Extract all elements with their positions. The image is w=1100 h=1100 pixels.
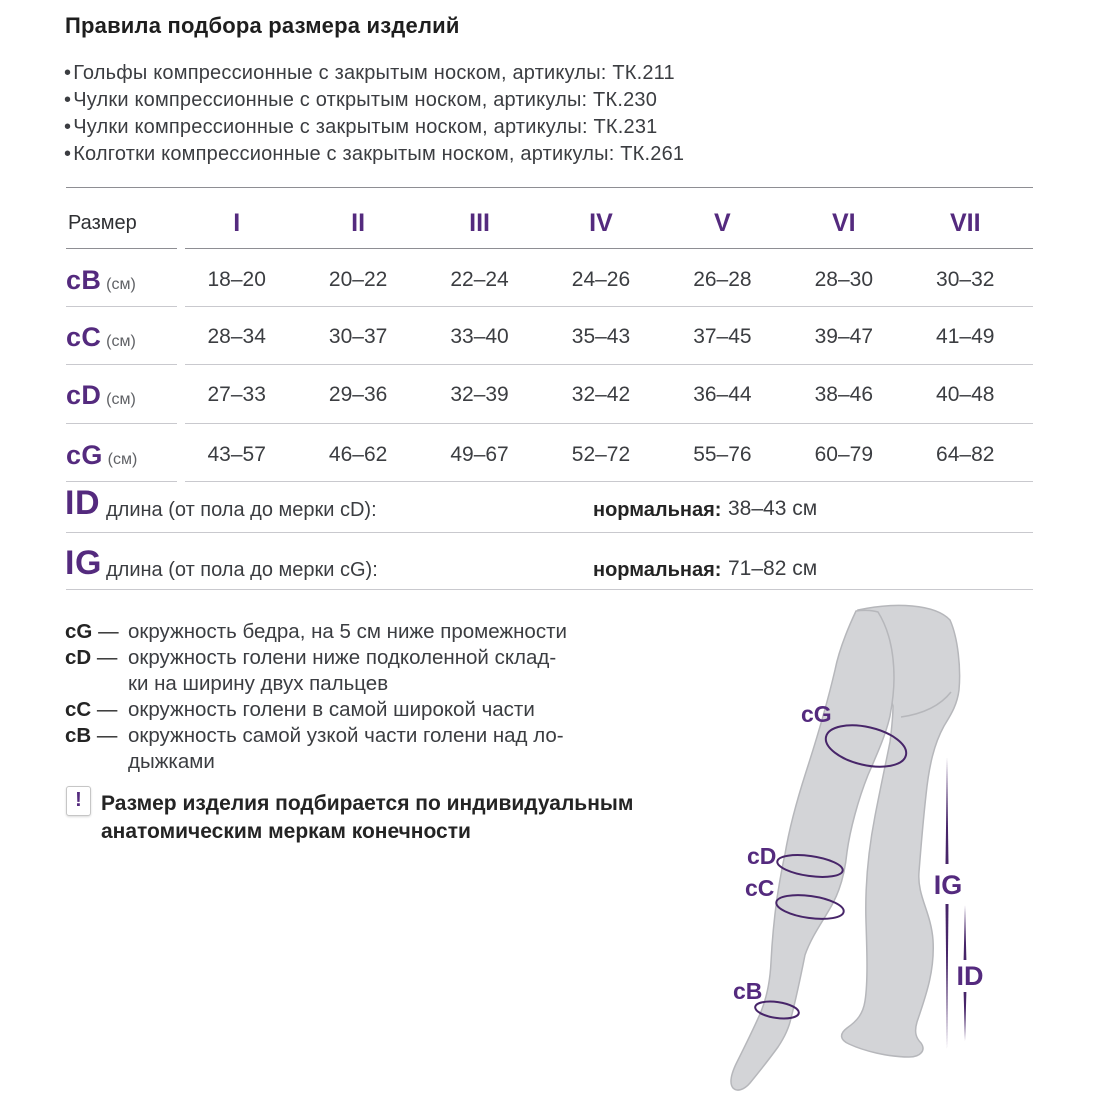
table-cell: 46–62 — [328, 443, 388, 466]
table-cell: 26–28 — [693, 268, 752, 291]
ID-length-line-top — [964, 905, 967, 960]
length-value-IG: 71–82 см — [728, 557, 818, 580]
bullet: • — [64, 62, 72, 84]
product-item — [64, 114, 684, 141]
size-col: VII — [949, 209, 981, 237]
table-row-cB — [176, 265, 1026, 295]
table-cell: 24–26 — [571, 268, 631, 291]
length-desc-IG: длина (от пола до мерки cG): — [106, 559, 378, 581]
legend-key — [65, 723, 117, 749]
table-cell: 60–79 — [814, 443, 874, 466]
size-col: II — [351, 209, 366, 237]
product-item — [64, 141, 684, 168]
length-norm-ID: нормальная: — [593, 499, 722, 521]
note-line: Размер изделия подбирается по индивидуальным — [101, 792, 634, 815]
dash: — — [98, 620, 119, 643]
measure-unit: (см) — [106, 333, 136, 350]
legend-text: дыжками — [128, 750, 215, 773]
length-row-rule — [66, 532, 1033, 533]
measure-code: cD — [65, 646, 92, 669]
IG-length-line-top — [946, 757, 949, 864]
bullet: • — [64, 116, 72, 138]
IG-length-line-bottom — [946, 904, 949, 1049]
table-cell: 30–37 — [328, 325, 388, 348]
measure-code: cG — [66, 440, 103, 470]
row-rule — [185, 423, 1033, 424]
table-row-cG — [176, 440, 1026, 470]
table-cell: 64–82 — [936, 443, 995, 466]
table-cell: 39–47 — [814, 325, 874, 348]
table-row-cD — [176, 380, 1026, 410]
legend-key — [65, 697, 117, 723]
length-row-rule — [66, 589, 1033, 590]
table-row-cC — [176, 322, 1026, 352]
product-text: Чулки компрессионные с открытым носком, артикулы: ТК.230 — [73, 89, 658, 111]
length-desc-ID: длина (от пола до мерки cD): — [106, 499, 377, 521]
cG-diagram-label: cG — [801, 701, 832, 727]
table-cell: 32–39 — [450, 383, 509, 406]
table-cell: 28–30 — [814, 268, 874, 291]
legend-text: ки на ширину двух пальцев — [128, 672, 389, 695]
measure-unit: (см) — [107, 451, 138, 468]
row-rule — [66, 481, 177, 482]
exclamation-icon: ! — [66, 786, 91, 816]
size-col: IV — [589, 209, 613, 237]
row-rule — [66, 306, 177, 307]
legend-text: окружность голени ниже подколенной склад- — [128, 646, 557, 669]
length-code-ID: ID — [65, 484, 100, 522]
product-text: Гольфы компрессионные с закрытым носком, артикулы: ТК.211 — [73, 62, 675, 84]
legend-item-cB — [65, 723, 768, 775]
size-col: III — [469, 209, 490, 237]
legend-text: окружность голени в самой широкой части — [128, 698, 535, 721]
measure-unit: (см) — [106, 391, 136, 408]
size-col: VI — [832, 209, 856, 237]
header-rule-label — [66, 248, 177, 249]
table-cell: 33–40 — [450, 325, 509, 348]
table-cell: 29–36 — [328, 383, 388, 406]
measure-code: cC — [65, 698, 92, 721]
table-cell: 43–57 — [207, 443, 266, 466]
size-col: V — [714, 209, 731, 237]
legend-key — [65, 619, 119, 645]
row-label-cD — [66, 380, 136, 410]
product-item — [64, 60, 684, 87]
legend-text: окружность бедра, на 5 см ниже промежности — [128, 620, 567, 643]
cD-diagram-label: cD — [747, 843, 777, 869]
size-header-row — [176, 208, 1026, 238]
row-label-cC — [66, 322, 136, 352]
measure-code: cB — [66, 265, 102, 295]
bullet: • — [64, 89, 72, 111]
table-cell: 20–22 — [328, 268, 388, 291]
row-label-cG — [66, 440, 137, 470]
legend-key — [65, 645, 117, 671]
table-cell: 18–20 — [207, 268, 266, 291]
row-rule — [185, 306, 1033, 307]
cB-diagram-label: cB — [733, 978, 763, 1004]
ID-length-line-bottom — [964, 992, 967, 1041]
table-cell: 41–49 — [936, 325, 995, 348]
length-value-ID: 38–43 см — [728, 497, 818, 520]
product-text: Колготки компрессионные с закрытым носком, артикулы: ТК.261 — [73, 143, 685, 165]
table-cell: 36–44 — [693, 383, 752, 406]
table-cell: 22–24 — [450, 268, 509, 291]
table-cell: 52–72 — [571, 443, 631, 466]
measure-unit: (см) — [106, 276, 136, 293]
product-list — [64, 60, 684, 168]
table-cell: 55–76 — [693, 443, 752, 466]
length-code-IG: IG — [65, 544, 102, 582]
bullet: • — [64, 143, 72, 165]
row-rule — [185, 364, 1033, 365]
cC-diagram-label: cC — [745, 875, 775, 901]
table-cell: 40–48 — [936, 383, 995, 406]
table-cell: 49–67 — [450, 443, 509, 466]
header-rule-data — [185, 248, 1033, 249]
page-title: Правила подбора размера изделий — [65, 13, 460, 38]
table-cell: 38–46 — [814, 383, 874, 406]
row-label-cB — [66, 265, 136, 295]
table-cell: 27–33 — [207, 383, 266, 406]
size-column-header: Размер — [68, 212, 137, 234]
size-col: I — [233, 209, 241, 237]
legend-item-cG — [65, 619, 768, 645]
table-cell: 30–32 — [936, 268, 995, 291]
row-rule — [66, 364, 177, 365]
table-top-rule — [66, 187, 1033, 188]
length-norm-IG: нормальная: — [593, 559, 722, 581]
dash: — — [96, 698, 118, 721]
legend-text: окружность самой узкой части голени над ло- — [128, 724, 564, 747]
IG-diagram-label: IG — [933, 870, 963, 900]
table-cell: 37–45 — [693, 325, 752, 348]
note-text — [101, 790, 633, 846]
legend-item-cD — [65, 645, 768, 697]
product-item — [64, 87, 684, 114]
ID-diagram-label: ID — [956, 961, 984, 991]
measure-code: cG — [65, 620, 93, 643]
measure-code: cC — [66, 322, 102, 352]
dash: — — [96, 646, 118, 669]
legend-item-cC — [65, 697, 768, 723]
measure-code: cD — [66, 380, 102, 410]
row-rule — [66, 423, 177, 424]
table-cell: 28–34 — [207, 325, 266, 348]
dash: — — [96, 724, 118, 747]
row-rule — [185, 481, 1033, 482]
note-line: анатомическим меркам конечности — [101, 820, 471, 843]
leg-measurement-diagram — [690, 598, 1070, 1100]
table-cell: 32–42 — [571, 383, 631, 406]
table-cell: 35–43 — [571, 325, 631, 348]
product-text: Чулки компрессионные с закрытым носком, артикулы: ТК.231 — [73, 116, 658, 138]
measure-code: cB — [65, 724, 92, 747]
